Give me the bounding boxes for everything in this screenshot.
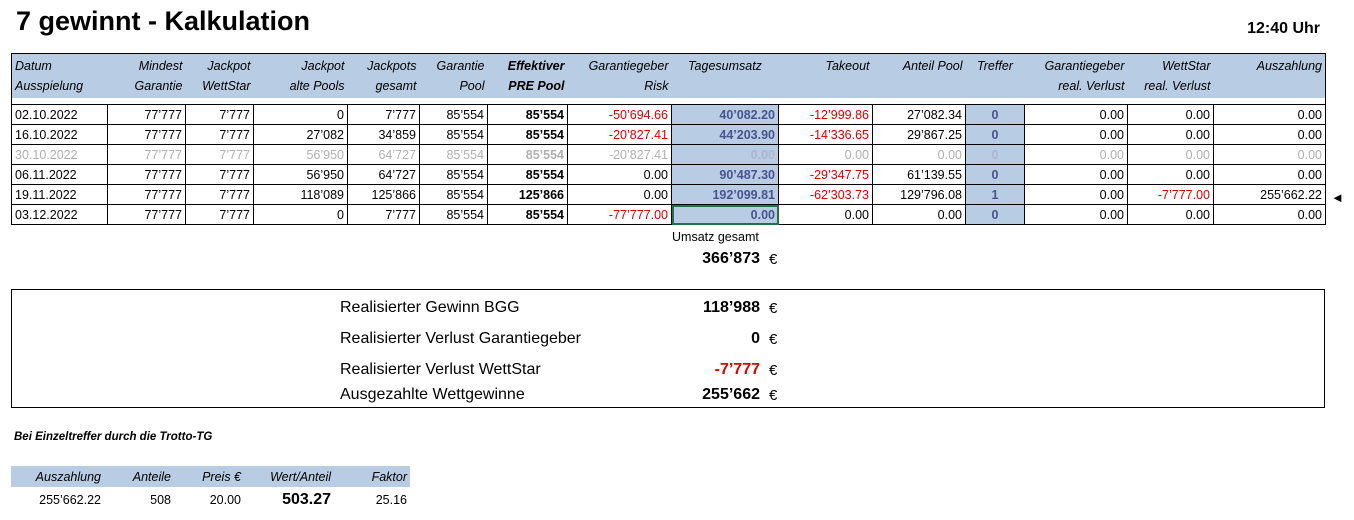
col-header-treffer[interactable]: Treffer: [966, 54, 1025, 98]
table-row: [12, 125, 1326, 145]
cell-anteil-pool[interactable]: 129’796.08: [873, 185, 966, 205]
einzel-header-preis[interactable]: Preis €: [174, 466, 244, 487]
summary-value-verlust-garantiegeber[interactable]: 0: [751, 330, 760, 347]
cell-anteil-pool[interactable]: 0.00: [873, 205, 966, 225]
einzeltreffer-value-row: [11, 487, 410, 513]
einzeltreffer-table: [11, 466, 410, 513]
col-header-garantie-pool[interactable]: Garantie Pool: [420, 54, 488, 98]
page-title: 7 gewinnt - Kalkulation: [16, 6, 311, 36]
cell-takeout[interactable]: -14’336.65: [779, 125, 873, 145]
col-header-garantiegeber-risk[interactable]: Garantiegeber Risk: [568, 54, 672, 98]
table-row: [12, 185, 1326, 205]
cell-garantie-pool[interactable]: 85’554: [420, 105, 488, 125]
col-header-jackpot-wettstar[interactable]: Jackpot WettStar: [186, 54, 254, 98]
einzeltreffer-note: Bei Einzeltreffer durch die Trotto-TG: [14, 431, 213, 443]
cell-jackpot-alte-pools[interactable]: 0: [254, 105, 348, 125]
einzel-header-faktor[interactable]: Faktor: [334, 466, 410, 487]
summary-currency: €: [769, 300, 778, 317]
cell-effektiver-pre-pool[interactable]: 85’554: [488, 165, 568, 185]
cell-effektiver-pre-pool[interactable]: 85’554: [488, 205, 568, 225]
cell-wettstar-verlust[interactable]: 0.00: [1128, 105, 1214, 125]
cell-garantiegeber-verlust[interactable]: 0.00: [1025, 165, 1128, 185]
cell-garantie-pool[interactable]: 85’554: [420, 205, 488, 225]
clock-time: 12:40 Uhr: [1247, 20, 1320, 37]
summary-currency: €: [769, 362, 778, 379]
cell-treffer[interactable]: 0: [966, 145, 1025, 165]
einzel-header-anteile[interactable]: Anteile: [104, 466, 174, 487]
einzel-value-anteile[interactable]: 508: [150, 493, 171, 507]
cell-jackpots-gesamt[interactable]: 125’866: [348, 185, 420, 205]
cell-auszahlung[interactable]: 0.00: [1214, 145, 1326, 165]
summary-label-verlust-wettstar: Realisierter Verlust WettStar: [340, 361, 541, 378]
einzel-value-wert-anteil[interactable]: 503.27: [282, 491, 331, 508]
cell-takeout[interactable]: 0.00: [779, 205, 873, 225]
summary-currency: €: [769, 331, 778, 348]
cell-jackpot-wettstar[interactable]: 7’777: [186, 145, 254, 165]
cell-anteil-pool[interactable]: 27’082.34: [873, 105, 966, 125]
cell-tagesumsatz[interactable]: 192’099.81: [672, 185, 779, 205]
cell-mindest-garantie[interactable]: 77’777: [108, 145, 186, 165]
cell-jackpot-wettstar[interactable]: 7’777: [186, 105, 254, 125]
cell-garantiegeber-risk[interactable]: -20’827.41: [568, 145, 672, 165]
cell-garantiegeber-verlust[interactable]: 0.00: [1025, 205, 1128, 225]
cell-treffer[interactable]: 1: [966, 185, 1025, 205]
cell-garantiegeber-verlust[interactable]: 0.00: [1025, 125, 1128, 145]
cell-garantiegeber-verlust[interactable]: 0.00: [1025, 145, 1128, 165]
summary-label-gewinn-bgg: Realisierter Gewinn BGG: [340, 299, 520, 316]
col-header-jackpots-gesamt[interactable]: Jackpots gesamt: [348, 54, 420, 98]
table-row: [12, 165, 1326, 185]
cell-mindest-garantie[interactable]: 77’777: [108, 205, 186, 225]
cell-datum[interactable]: 30.10.2022: [12, 145, 108, 165]
cell-jackpot-alte-pools[interactable]: 0: [254, 205, 348, 225]
cell-effektiver-pre-pool[interactable]: 85’554: [488, 125, 568, 145]
col-header-auszahlung[interactable]: Auszahlung: [1214, 54, 1326, 98]
summary-label-verlust-garantiegeber: Realisierter Verlust Garantiegeber: [340, 330, 582, 347]
kalkulation-table: [11, 53, 1326, 225]
summary-box: [11, 289, 1325, 408]
cell-tagesumsatz[interactable]: 0.00: [672, 205, 779, 225]
cell-jackpots-gesamt[interactable]: 64’727: [348, 165, 420, 185]
cell-anteil-pool[interactable]: 0.00: [873, 145, 966, 165]
summary-currency: €: [769, 387, 778, 404]
cell-garantiegeber-verlust[interactable]: 0.00: [1025, 185, 1128, 205]
col-header-tagesumsatz[interactable]: Tagesumsatz: [672, 54, 779, 98]
cell-jackpot-wettstar[interactable]: 7’777: [186, 165, 254, 185]
col-header-anteil-pool[interactable]: Anteil Pool: [873, 54, 966, 98]
col-header-effektiver-pre-pool[interactable]: Effektiver PRE Pool: [488, 54, 568, 98]
summary-value-gewinn-bgg[interactable]: 118’988: [703, 299, 760, 316]
cell-takeout[interactable]: -29’347.75: [779, 165, 873, 185]
cell-effektiver-pre-pool[interactable]: 85’554: [488, 105, 568, 125]
cell-jackpots-gesamt[interactable]: 34’859: [348, 125, 420, 145]
umsatz-gesamt-value[interactable]: 366’873: [702, 250, 760, 267]
cell-anteil-pool[interactable]: 61’139.55: [873, 165, 966, 185]
cell-wettstar-verlust[interactable]: 0.00: [1128, 145, 1214, 165]
col-header-jackpot-alte-pools[interactable]: Jackpot alte Pools: [254, 54, 348, 98]
cell-jackpot-alte-pools[interactable]: 118’089: [254, 185, 348, 205]
cell-anteil-pool[interactable]: 29’867.25: [873, 125, 966, 145]
col-header-wettstar-verlust[interactable]: WettStar real. Verlust: [1128, 54, 1214, 98]
cell-wettstar-verlust[interactable]: -7’777.00: [1128, 185, 1214, 205]
cell-jackpots-gesamt[interactable]: 7’777: [348, 205, 420, 225]
cell-auszahlung[interactable]: 0.00: [1214, 125, 1326, 145]
cell-mindest-garantie[interactable]: 77’777: [108, 165, 186, 185]
row-marker-arrow-icon: ◄: [1331, 190, 1344, 205]
cell-mindest-garantie[interactable]: 77’777: [108, 125, 186, 145]
cell-jackpot-wettstar[interactable]: 7’777: [186, 125, 254, 145]
table-row: [12, 205, 1326, 225]
umsatz-gesamt-label: Umsatz gesamt: [672, 230, 759, 244]
spacer-row: [12, 98, 1326, 105]
cell-takeout[interactable]: -62’303.73: [779, 185, 873, 205]
cell-treffer[interactable]: 0: [966, 105, 1025, 125]
cell-wettstar-verlust[interactable]: 0.00: [1128, 205, 1214, 225]
cell-auszahlung[interactable]: 0.00: [1214, 105, 1326, 125]
cell-treffer[interactable]: 0: [966, 125, 1025, 145]
einzel-value-preis[interactable]: 20.00: [209, 493, 241, 507]
col-header-takeout[interactable]: Takeout: [779, 54, 873, 98]
cell-datum[interactable]: 03.12.2022: [12, 205, 108, 225]
cell-wettstar-verlust[interactable]: 0.00: [1128, 125, 1214, 145]
cell-jackpot-wettstar[interactable]: 7’777: [186, 185, 254, 205]
einzeltreffer-header-row: [11, 466, 410, 487]
cell-treffer[interactable]: 0: [966, 165, 1025, 185]
cell-jackpot-alte-pools[interactable]: 56’950: [254, 165, 348, 185]
header-row: [12, 54, 1326, 98]
col-header-datum[interactable]: Datum Ausspielung: [12, 54, 108, 98]
cell-datum[interactable]: 06.11.2022: [12, 165, 108, 185]
einzel-value-faktor[interactable]: 25.16: [375, 493, 407, 507]
cell-tagesumsatz[interactable]: 0.00: [672, 145, 779, 165]
cell-garantiegeber-verlust[interactable]: 0.00: [1025, 105, 1128, 125]
cell-effektiver-pre-pool[interactable]: 85’554: [488, 145, 568, 165]
cell-jackpots-gesamt[interactable]: 7’777: [348, 105, 420, 125]
cell-mindest-garantie[interactable]: 77’777: [108, 105, 186, 125]
cell-auszahlung[interactable]: 0.00: [1214, 205, 1326, 225]
cell-garantiegeber-risk[interactable]: -77’777.00: [568, 205, 672, 225]
cell-garantie-pool[interactable]: 85’554: [420, 185, 488, 205]
cell-datum[interactable]: 16.10.2022: [12, 125, 108, 145]
cell-tagesumsatz[interactable]: 44’203.90: [672, 125, 779, 145]
cell-jackpot-alte-pools[interactable]: 27’082: [254, 125, 348, 145]
cell-jackpot-wettstar[interactable]: 7’777: [186, 205, 254, 225]
cell-garantiegeber-risk[interactable]: 0.00: [568, 185, 672, 205]
cell-wettstar-verlust[interactable]: 0.00: [1128, 165, 1214, 185]
cell-mindest-garantie[interactable]: 77’777: [108, 185, 186, 205]
summary-value-verlust-wettstar[interactable]: -7’777: [714, 361, 760, 378]
table-row: [12, 145, 1326, 165]
cell-garantiegeber-risk[interactable]: -20’827.41: [568, 125, 672, 145]
cell-garantiegeber-risk[interactable]: 0.00: [568, 165, 672, 185]
cell-garantie-pool[interactable]: 85’554: [420, 145, 488, 165]
cell-tagesumsatz[interactable]: 40’082.20: [672, 105, 779, 125]
summary-label-ausgezahlte-wettgewinne: Ausgezahlte Wettgewinne: [340, 386, 525, 403]
cell-jackpot-alte-pools[interactable]: 56’950: [254, 145, 348, 165]
cell-jackpots-gesamt[interactable]: 64’727: [348, 145, 420, 165]
cell-garantie-pool[interactable]: 85’554: [420, 125, 488, 145]
einzel-header-wert-anteil[interactable]: Wert/Anteil: [244, 466, 334, 487]
cell-tagesumsatz[interactable]: 90’487.30: [672, 165, 779, 185]
cell-datum[interactable]: 19.11.2022: [12, 185, 108, 205]
cell-datum[interactable]: 02.10.2022: [12, 105, 108, 125]
cell-auszahlung[interactable]: 255’662.22: [1214, 185, 1326, 205]
cell-effektiver-pre-pool[interactable]: 125’866: [488, 185, 568, 205]
cell-auszahlung[interactable]: 0.00: [1214, 165, 1326, 185]
einzel-value-auszahlung[interactable]: 255’662.22: [39, 493, 101, 507]
table-row: [12, 105, 1326, 125]
cell-garantiegeber-risk[interactable]: -50’694.66: [568, 105, 672, 125]
summary-value-ausgezahlte-wettgewinne[interactable]: 255’662: [702, 386, 760, 403]
cell-garantie-pool[interactable]: 85’554: [420, 165, 488, 185]
umsatz-gesamt-currency: €: [769, 251, 778, 268]
col-header-garantiegeber-verlust[interactable]: Garantiegeber real. Verlust: [1025, 54, 1128, 98]
einzel-header-auszahlung[interactable]: Auszahlung: [11, 466, 104, 487]
cell-takeout[interactable]: 0.00: [779, 145, 873, 165]
cell-treffer[interactable]: 0: [966, 205, 1025, 225]
cell-takeout[interactable]: -12’999.86: [779, 105, 873, 125]
col-header-mindest-garantie[interactable]: Mindest Garantie: [108, 54, 186, 98]
